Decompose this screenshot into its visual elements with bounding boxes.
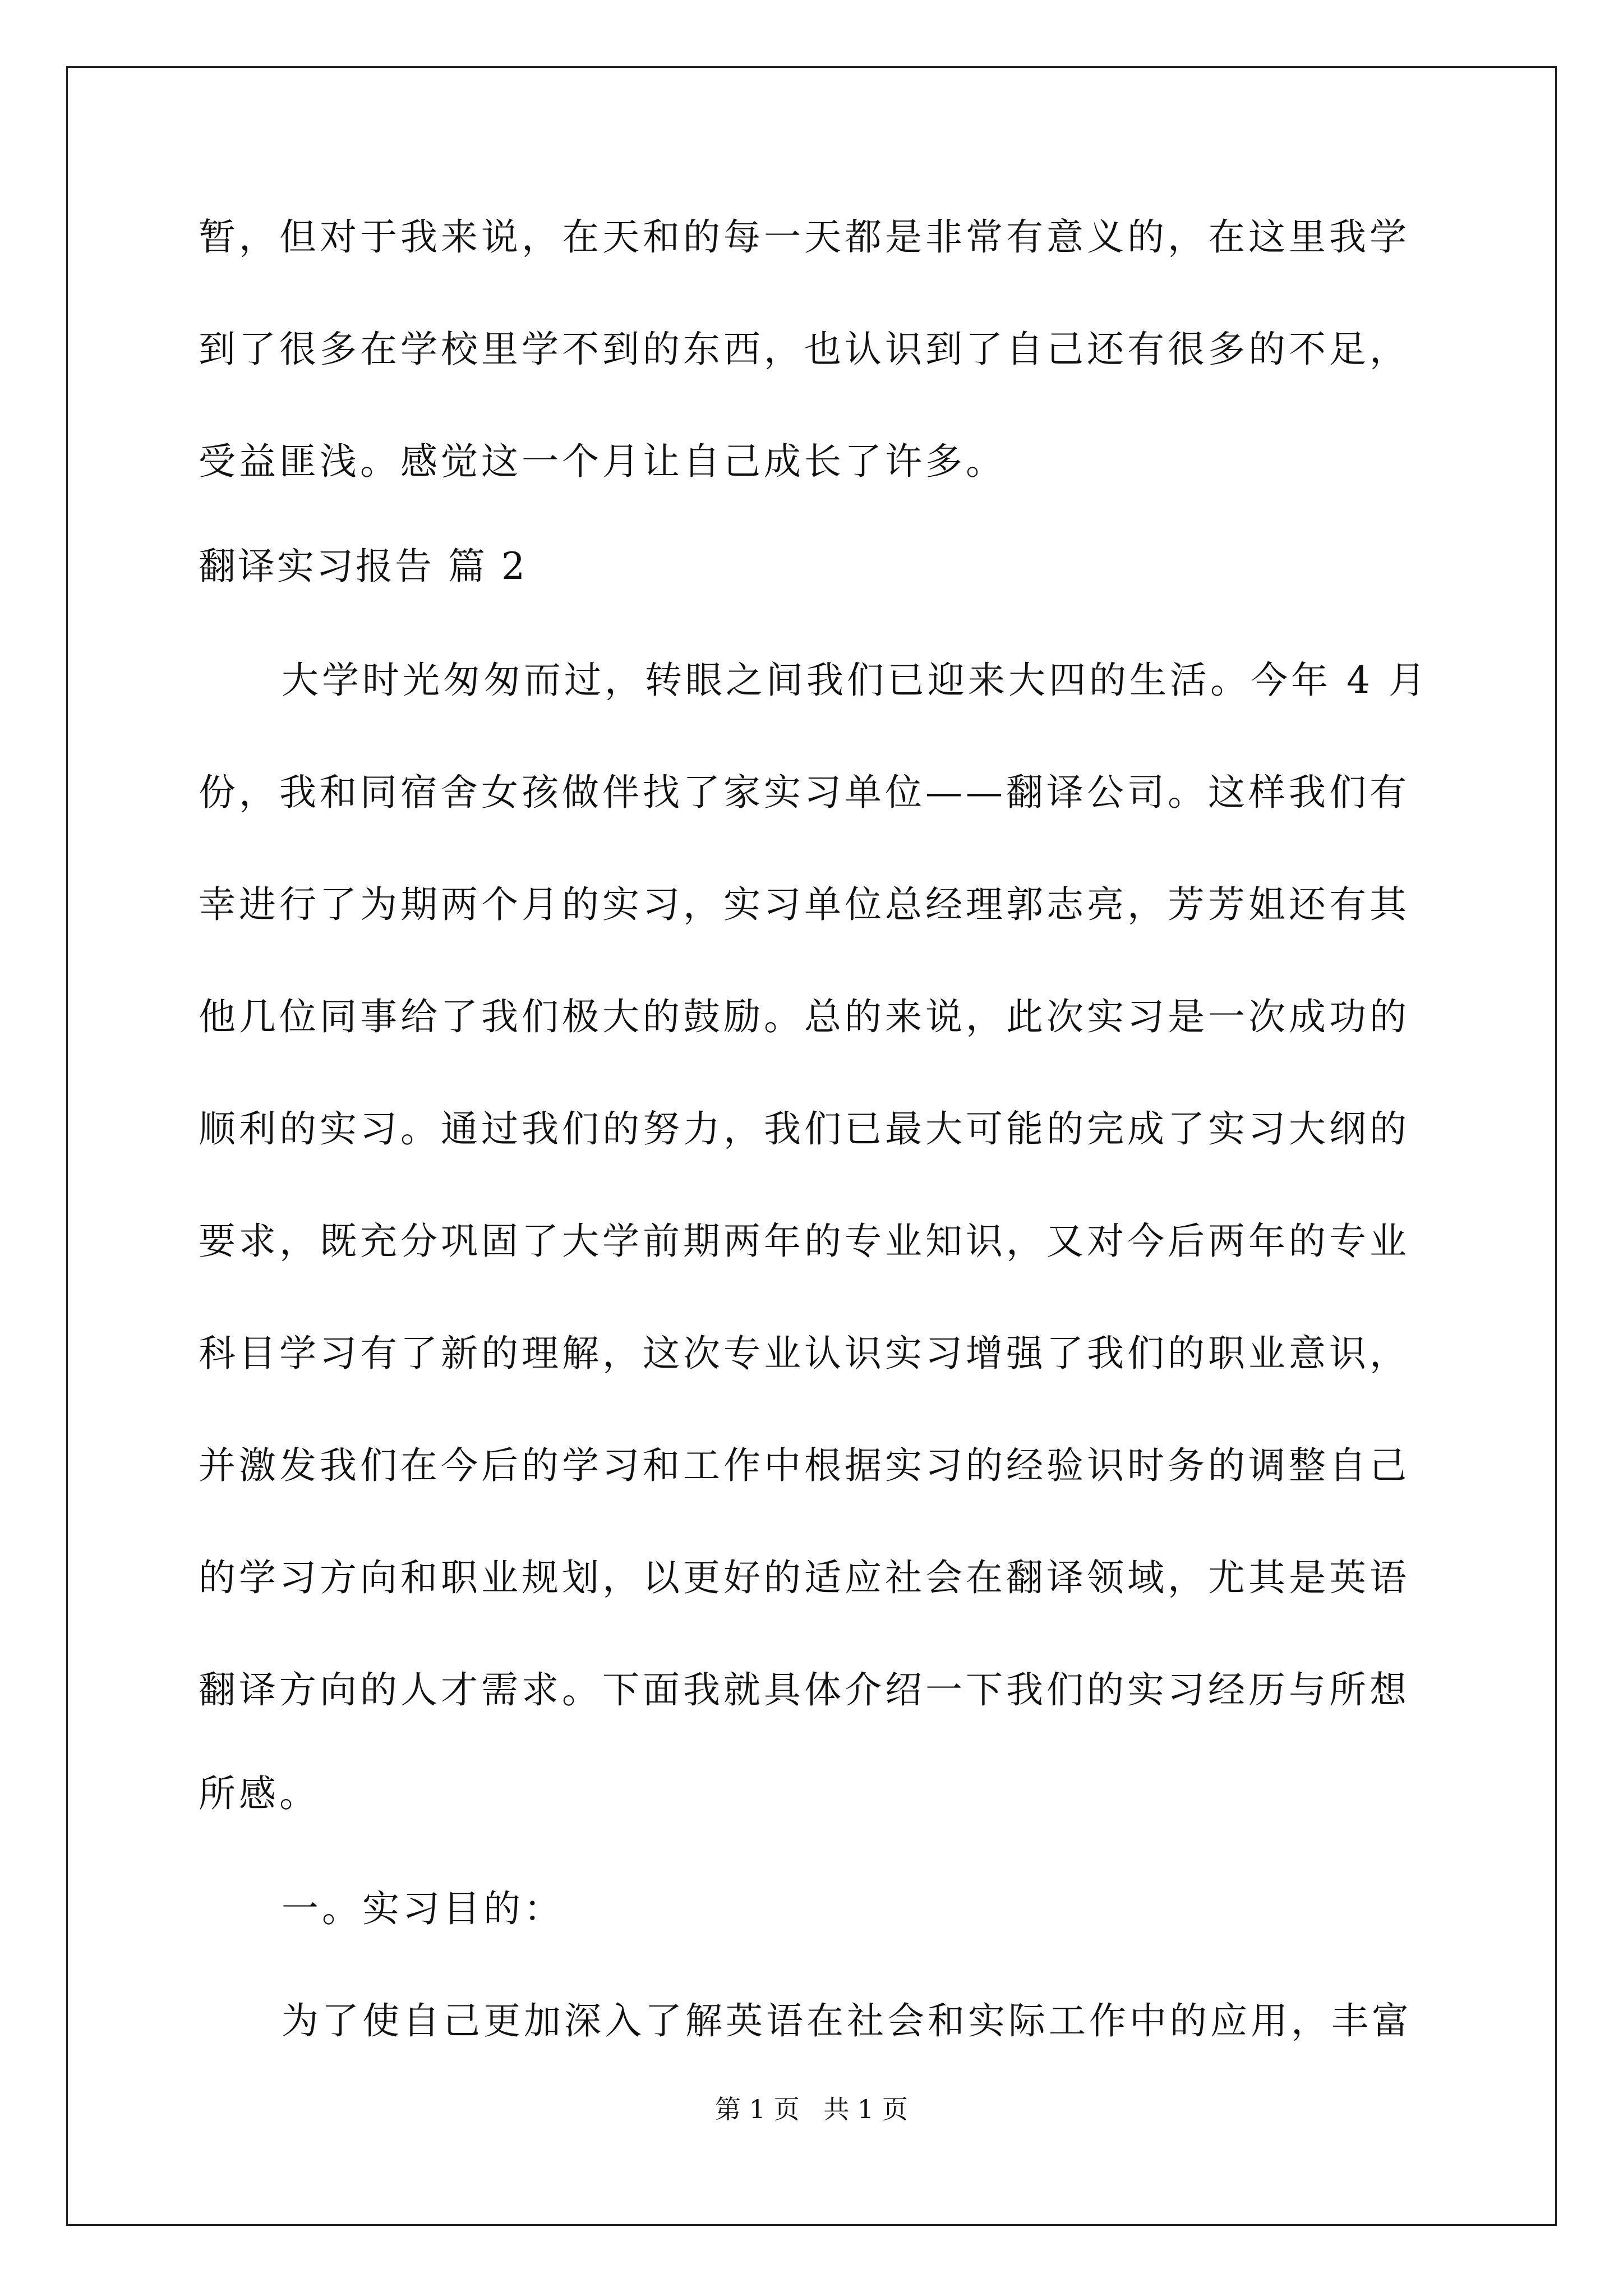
text-line: 为了使自己更加深入了解英语在社会和实际工作中的应用，丰富 (282, 1999, 1412, 2042)
text-line: 幸进行了为期两个月的实习，实习单位总经理郭志亮，芳芳姐还有其 (199, 883, 1410, 926)
text-line: 暂，但对于我来说，在天和的每一天都是非常有意义的，在这里我学 (199, 215, 1410, 259)
text-line: 份，我和同宿舍女孩做伴找了家实习单位——翻译公司。这样我们有 (199, 771, 1410, 814)
text-line: 大学时光匆匆而过，转眼之间我们已迎来大四的生活。今年 4 月 (282, 659, 1429, 702)
text-line: 并激发我们在今后的学习和工作中根据实习的经验识时务的调整自己 (199, 1444, 1410, 1487)
subsection-heading: 一。实习目的： (282, 1887, 564, 1930)
section-heading: 翻译实习报告 篇 2 (199, 545, 527, 588)
text-line: 所感。 (199, 1772, 320, 1815)
text-line: 翻译方向的人才需求。下面我就具体介绍一下我们的实习经历与所想 (199, 1668, 1410, 1711)
text-line: 的学习方向和职业规划，以更好的适应社会在翻译领域，尤其是英语 (199, 1556, 1410, 1599)
page-total: 共 1 页 (823, 2094, 908, 2124)
text-line: 到了很多在学校里学不到的东西，也认识到了自己还有很多的不足， (199, 328, 1410, 371)
page-number: 第 1 页 (715, 2094, 800, 2124)
text-line: 要求，既充分巩固了大学前期两年的专业知识，又对今后两年的专业 (199, 1220, 1410, 1263)
text-line: 他几位同事给了我们极大的鼓励。总的来说，此次实习是一次成功的 (199, 995, 1410, 1038)
text-line: 顺利的实习。通过我们的努力，我们已最大可能的完成了实习大纲的 (199, 1107, 1410, 1151)
page-footer (0, 2092, 1623, 2126)
text-line: 科目学习有了新的理解，这次专业认识实习增强了我们的职业意识， (199, 1332, 1410, 1375)
text-line: 受益匪浅。感觉这一个月让自己成长了许多。 (199, 440, 1006, 483)
